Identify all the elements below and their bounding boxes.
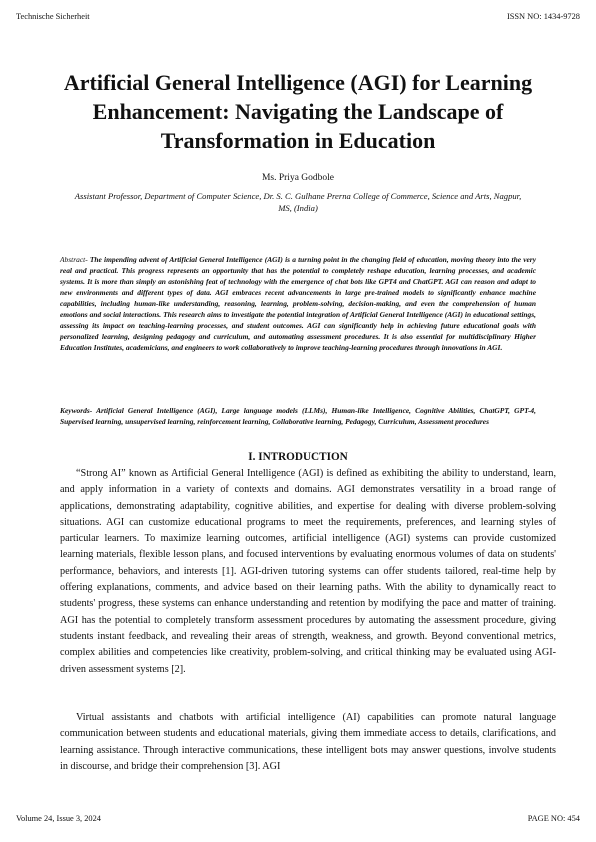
page-number: PAGE NO: 454 xyxy=(527,814,580,823)
abstract-label: Abstract- xyxy=(60,255,88,264)
abstract-text: The impending advent of Artificial General Intelligence (AGI) is a turning point in the changing field of education, moving theory into the very real and practical. This progress represents an opportunity that has the potential to completely reshape education, learning processes, and academic systems. It is more than simply an astonishing feat of technology with the emergence of chat bots like GPT4 and ChatGPT. AGI can reason and adapt to new environments and different types of data. AGI embraces recent advancements in large pre-trained models to significantly enhance machine capabilities, including human-like understanding, reasoning, learning, problem-solving, decision-making, and even the comprehension of human emotions and social interactions. This research aims to investigate the potential integration of Artificial General Intelligence (AGI) in educational settings, assessing its impact on teaching-learning processes, and student outcomes. AGI can significantly help in achieving future educational goals with personalized learning, designing pedagogy and curriculum, and automating assessment procedures. It is also essential for multidisciplinary Higher Education Institutes, academicians, and engineers to work collaboratively to improve teaching-learning procedures through innovations in AGI. xyxy=(60,255,536,353)
volume-issue: Volume 24, Issue 3, 2024 xyxy=(16,814,101,823)
author-name: Ms. Priya Godbole xyxy=(261,173,335,183)
abstract xyxy=(60,254,536,353)
journal-name: Technische Sicherheit xyxy=(16,12,90,21)
keywords: Keywords- Artificial General Intelligence (AGI), Large language models (LLMs), Human-like Intelligence, Cognitive Abilities, ChatGPT, GPT-4, Supervised learning, unsupervised learning, reinforcement learning, Collaborative learning, Pedagogy, Curriculum, Assessment procedures xyxy=(60,406,536,426)
issn-number: ISSN NO: 1434-9728 xyxy=(506,12,580,21)
intro-paragraph-2: Virtual assistants and chatbots with artificial intelligence (AI) capabilities can promote natural language communication between students and educational materials, giving them immediate access to details, clarifications, and learning assistance. Through interactive communications, these intelligent bots may answer questions, involve students in discourse, and bridge their comprehension [3]. AGI xyxy=(60,712,556,772)
paper-title: Artificial General Intelligence (AGI) for Learning Enhancement: Navigating the Landscape of Transformation in Education xyxy=(63,70,533,153)
author-affiliation: Assistant Professor, Department of Computer Science, Dr. S. C. Gulhane Prerna College of Commerce, Science and Arts, Nagpur, MS, (India) xyxy=(74,191,522,213)
section-heading-introduction: I. INTRODUCTION xyxy=(248,451,348,463)
intro-paragraph-1: “Strong AI” known as Artificial General Intelligence (AGI) is defined as exhibiting the ability to understand, learn, and apply information in a variety of contexts and domains. AGI demonstrates versatility in a broad range of applications, demonstrating adaptability, cognitive abilities, and expertise for dealing with diverse problem-solving situations. AGI can customize educational programs to meet the requirements, preferences, and learning styles of particular learners. To maximize learning outcomes, artificial intelligence (AGI) systems can provide customized learning materials, flexible lesson plans, and focused interventions by evaluating enormous volumes of data on students' performance, behaviors, and interests [1]. AGI-driven tutoring systems can offer students tailored, real-time help by offering explanations, comments, and advice based on their learning paths. With the ability to dynamically react to students' progress, these systems can enhance understanding and retention by modifying the pace and matter of training. AGI has the potential to completely transform assessment procedures by automating the assessment procedure, giving students instant feedback, and revealing their areas of strength, weakness, and growth. Beyond conventional metrics, complex abilities and competencies like creativity, problem-solving, and critical thinking may be evaluated using AGI-driven assessment systems [2]. xyxy=(60,468,556,675)
